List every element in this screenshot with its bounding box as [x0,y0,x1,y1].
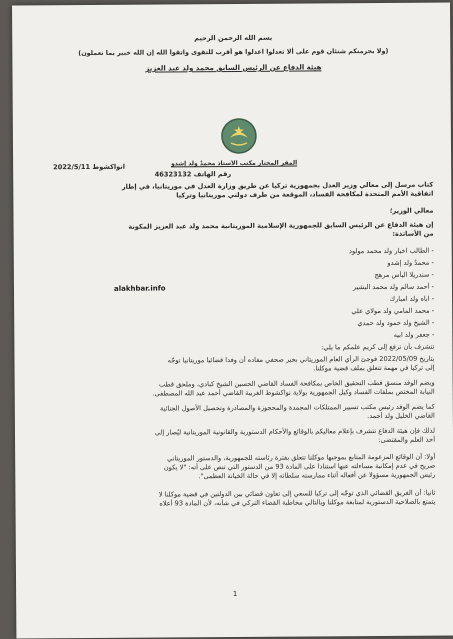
phone-number: رقم الهاتف 46323132 [154,170,232,179]
intro-line-1: إن هيئة الدفاع عن الرئيس السابق للجمهورية الإسلامية الموريتانية محمد ولد عبد العزيز المكونة [128,220,434,231]
list-item: - سندريلا اليأس مرهج [374,270,434,280]
list-item: - جعفر ولد ابيه [393,330,435,339]
page-number: 1 [232,589,238,599]
office-address: المقر المختار مكتب الأستاذ محمدٌ ولد إشدو [171,159,298,168]
body-paragraph: النيابة المختص بملفات الفساد وكيل الجمهورية بولاية نواكشوط الغربية القاضي أحمد عبد الله المصطفى. [152,387,435,398]
body-paragraph: بتاريخ 2022/05/09 فوجئ الرأي العام الموريتاني بخبر صحفي مفاده أن وفدا قضائيا موريتانيا توجّه [167,354,435,365]
list-item: - الطالب اخيار ولد محمد مولود [348,246,434,256]
subject-line-2: اتفاقية الأمم المتحدة لمكافحة الفساد، الموقعة من طرف دولتي موريتانيا وتركيا [176,189,434,200]
body-paragraph: كما يضم الوفد رئيس مكتب تسيير الممتلكات المجمدة والمحجوزة والمصادرة وتحصيل الأصول الجنائية [159,402,435,413]
list-item: - محمدٌ ولد إشدو [387,258,434,267]
body-paragraph: ويضم الوفد منسق قطب التحقيق الخاص بمكافحة الفساد القاضي الحسين الشيخ كبادي، وملحق قطب [158,378,435,389]
intro-line-2: من الأساتذة: [392,229,434,238]
body-paragraph: رئيس الجمهورية مسؤولا عن أفعاله أثناء ممارسته سلطاته إلا في حالة الخيانة العظمى". [198,470,436,481]
body-paragraph: يتمتع بالصلاحية الدستورية لمتابعة موكلنا وبالتالي مخاطبة القضاء التركي في شأنه، لأن المادة 93 أعلاه [159,497,436,508]
list-item: - الشيخ ولد حمود ولد حمدي [357,318,435,328]
salutation: معالي الوزير؛ [389,206,434,215]
body-paragraph: تتشرف بأن ترفع إلى كريم علمكم ما يلي: [321,342,435,352]
defense-team-title: هيئة الدفاع عن الرئيس السابق محمد ولد عبد العزيز [145,63,322,73]
body-paragraph: ثانيا: أن الفريق القضائي الذي توجّه إلى تركيا للسعي إلى تعاون قضائي بين الدولتين في قضية موكلنا لا [158,488,436,499]
body-paragraph: أولا: أن الوقائع المزعومة المتابع بموجبها موكلنا تتعلق بفترة رئاسته للجمهورية، والدستور الموريتاني [167,452,436,463]
body-paragraph: إلى تركيا في مهمة تتعلق بملف قضية موكلنا. [313,363,435,373]
letter-date: انواكشوط 2022/5/11 [53,162,126,172]
body-paragraph: لذلك فإن هيئة الدفاع تتشرف بإعلام معاليكم بالوقائع والأحكام الدستورية والقانونية الموريتانية ليُصار إلى [154,426,436,437]
quran-verse: (ولا يجرمنكم شنئان قوم على ألا تعدلوا اعدلوا هو أقرب للتقوى واتقوا الله إن الله خبير بما تعملون) [78,46,389,58]
list-item: - محمد المامي ولد مولاي علي [351,306,435,316]
basmala: بسم الله الرحمن الرحيم [194,33,273,43]
body-paragraph: القاضي الخليل ولد أحمد. [367,411,435,421]
body-paragraph: صريح في عدم إمكانية مساءلته عنها استنادا على المادة 93 من الدستور التي تنص على أنه: "لا يكون [163,461,436,472]
watermark: alakhbar.info [113,284,166,293]
list-item: - اباه ولد امبارك [389,294,435,303]
list-item: - أحمد سالم ولد محمد البشير [352,282,435,292]
document-page [12,2,453,638]
mauritania-emblem-icon [219,116,259,156]
body-paragraph: أخذ العلم والمقتضى: [378,435,436,444]
subject-line-1: كتاب مرسل إلى معالي وزير العدل بجمهورية تركيا عن طريق وزارة العدل في موريتانيا، في إطار [121,180,434,191]
